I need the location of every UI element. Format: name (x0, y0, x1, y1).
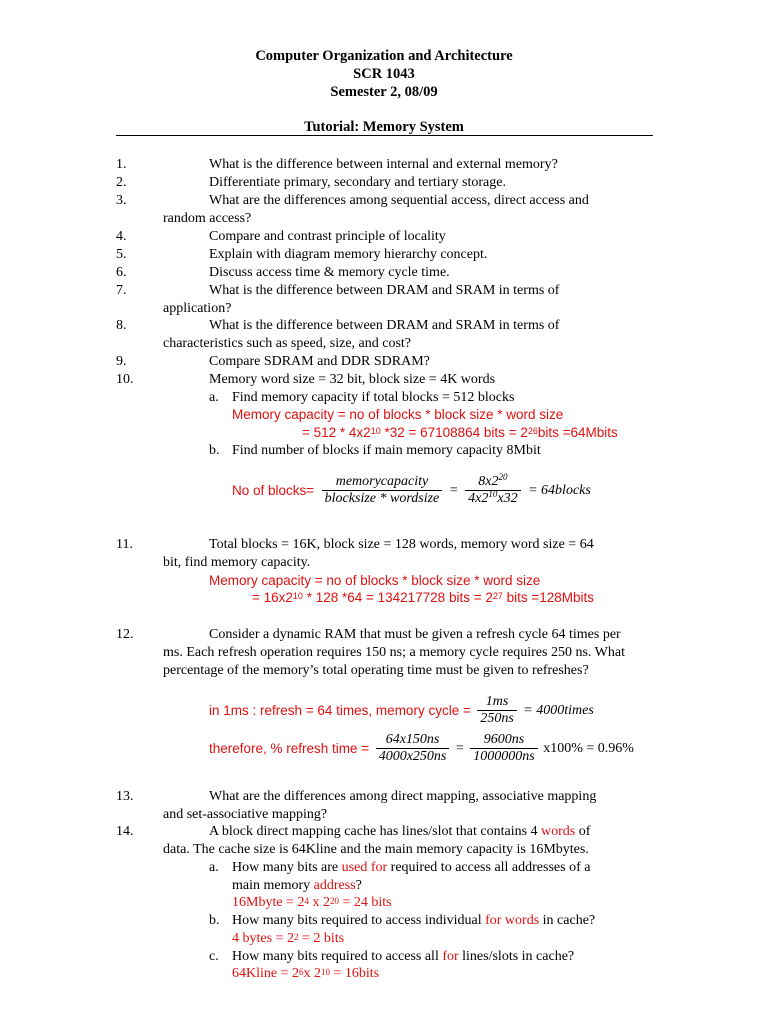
q-number: 14. (116, 824, 134, 839)
q12-fraction: $\frac{1ms}{250ns}$ (477, 694, 516, 727)
tutorial-title: Tutorial: Memory System (304, 119, 464, 135)
part-text: Find memory capacity if total blocks = 512 blocks (232, 390, 515, 405)
q-text-continued: application? (163, 301, 232, 316)
q-number: 3. (116, 193, 127, 208)
q-text-continued: data. The cache size is 64Kline and the main memory capacity is 16Mbytes. (163, 842, 589, 857)
q-number: 7. (116, 283, 127, 298)
q-number: 10. (116, 372, 134, 387)
part-text: Find number of blocks if main memory capacity 8Mbit (232, 443, 541, 458)
q11-answer-line2: = $16x2^{10} * 128$ *64 = 134217728 bits = $2^{27}$ bits =128Mbits (252, 590, 595, 605)
q-number: 6. (116, 265, 127, 280)
q14-part-a-continued: main memory address? (232, 878, 362, 893)
formula-label: No of blocks= (232, 483, 315, 498)
q12-answer-line1: in 1ms : refresh = 64 times, memory cycle = $\frac{1ms}{250ns}$ = 4000times (209, 694, 594, 726)
formula-result: = 64blocks (528, 482, 591, 498)
q-text: What are the differences among direct mapping, associative mapping (209, 789, 597, 804)
q-text-continued: bit, find memory capacity. (163, 555, 311, 570)
q10-formula: No of blocks= $\frac{\text{memorycapacity}}{\text{blocksize * wordsize}}$ = $\frac{8x2^{20}}{4x2^{10}x32}$ = 64blocks (232, 472, 591, 506)
q11-answer-line1: Memory capacity = no of blocks * block size * word size (209, 573, 541, 588)
formula-fraction-2: $\frac{8x2^{20}}{4x2^{10}x32}$ (465, 474, 520, 507)
formula-fraction-1: $\frac{\text{memorycapacity}}{\text{blocksize * wordsize}}$ (322, 474, 443, 507)
course-code: SCR 1043 (353, 66, 415, 82)
q-text: Differentiate primary, secondary and tertiary storage. (209, 175, 506, 190)
q-number: 8. (116, 318, 127, 333)
q12-fraction-2: $\frac{9600ns}{1000000ns}$ (470, 732, 537, 765)
q12-answer-line2: therefore, % refresh time = $\frac{64x150ns}{4000x250ns}$ = $\frac{9600ns}{1000000ns}$ x100% = 0.96% (209, 732, 634, 764)
q14-answer-c: 64Kline = $2^6x$ $2^{10}$ = 16bits (232, 966, 380, 981)
q-number: 2. (116, 175, 127, 190)
q-text: A block direct mapping cache has lines/slot that contains 4 words of (209, 824, 591, 839)
q-number: 9. (116, 354, 127, 369)
q-text: Total blocks = 16K, block size = 128 words, memory word size = 64 (209, 537, 594, 552)
q12-fraction-1: $\frac{64x150ns}{4000x250ns}$ (376, 732, 450, 765)
q-text-continued: random access? (163, 211, 252, 226)
course-title: Computer Organization and Architecture (255, 48, 513, 64)
q-text-continued: and set-associative mapping? (163, 807, 328, 822)
q-text: Discuss access time & memory cycle time. (209, 265, 450, 280)
header-divider (116, 135, 653, 136)
q-number: 4. (116, 229, 127, 244)
q-text: Memory word size = 32 bit, block size = 4K words (209, 372, 496, 387)
q-text: What are the differences among sequential access, direct access and (209, 193, 589, 208)
q-text: Consider a dynamic RAM that must be given a refresh cycle 64 times per ms. Each refresh operation requires 150 ns; a memory cycle requires 250 ns. What percentage of the memory’s total operating time must be given to refreshes? (163, 627, 625, 678)
q-number: 11. (116, 537, 133, 552)
q-text: Explain with diagram memory hierarchy concept. (209, 247, 488, 262)
q10-answer-line2: = $512 * 4x2^{10}$ *32 = 67108864 bits = $2^{26}bits$ =64Mbits (302, 425, 618, 440)
q14-answer-a: 16Mbyte = $2^4$ x $2^{20} = 24$ bits (232, 895, 392, 910)
q-number: 5. (116, 247, 127, 262)
q-text-continued: characteristics such as speed, size, and cost? (163, 336, 412, 351)
part-letter: b. (209, 443, 220, 458)
q-number: 13. (116, 789, 134, 804)
q14-answer-b: 4 bytes = $2^2 = 2$ bits (232, 931, 345, 946)
q-text: What is the difference between DRAM and SRAM in terms of (209, 318, 560, 333)
q-text: What is the difference between internal and external memory? (209, 157, 558, 172)
q10-answer-line1: Memory capacity = no of blocks * block size * word size (232, 407, 564, 422)
part-letter: a. (209, 390, 219, 405)
q-number: 1. (116, 157, 127, 172)
q-text: Compare and contrast principle of locality (209, 229, 446, 244)
q-text: Compare SDRAM and DDR SDRAM? (209, 354, 430, 369)
q-text: What is the difference between DRAM and SRAM in terms of (209, 283, 560, 298)
semester: Semester 2, 08/09 (330, 84, 438, 100)
q-number: 12. (116, 627, 134, 642)
